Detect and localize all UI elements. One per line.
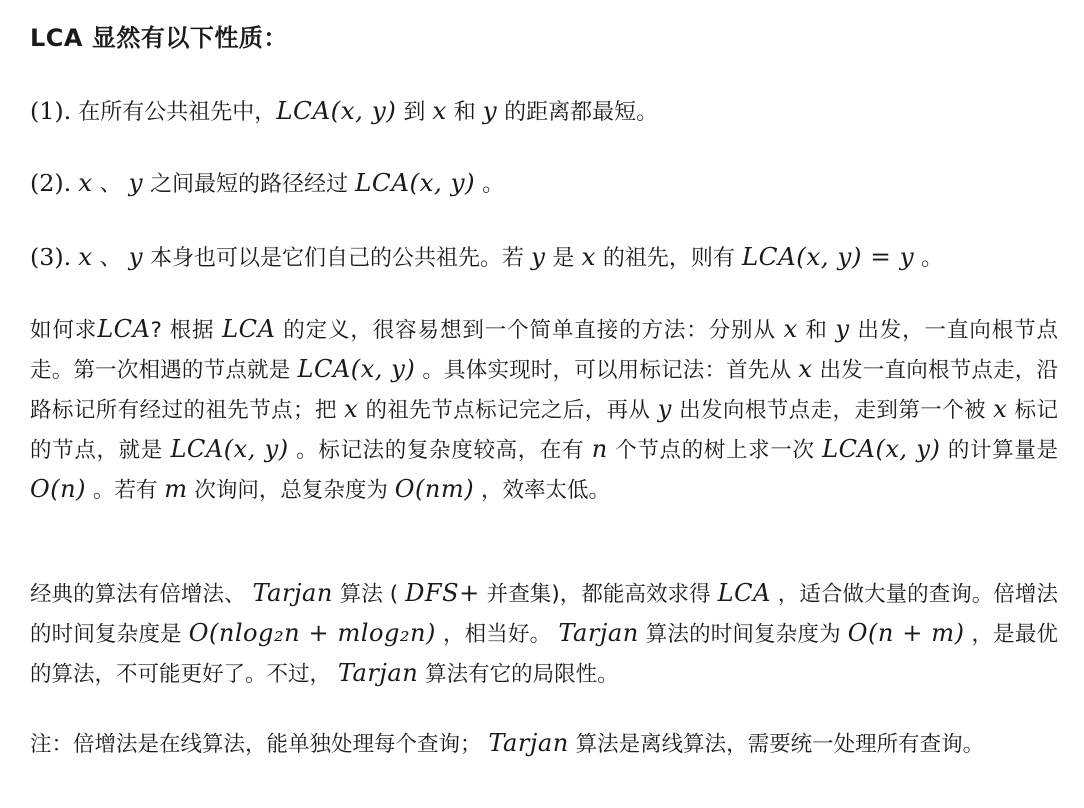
math: LCA(x, y) — [170, 435, 289, 463]
text: 并查集)，都能高效求得 — [479, 582, 718, 607]
math: LCA — [97, 315, 151, 343]
property-number: (2). — [30, 169, 72, 197]
math: x — [78, 242, 93, 271]
text: 到 — [396, 100, 433, 125]
text: 、 — [92, 246, 129, 271]
text: 算法的时间复杂度为 — [638, 622, 848, 647]
text: 本身也可以是它们自己的公共祖先。若 — [143, 246, 532, 271]
math: LCA(x, y) = y — [741, 242, 915, 271]
text: 。具体实现时，可以用标记法：首先从 — [415, 358, 799, 383]
math: O(nm) — [394, 475, 475, 503]
text: ? 根据 — [150, 318, 223, 343]
text: 标记的节点，就是 — [30, 398, 1059, 463]
text: 注：倍增法是在线算法，能单独处理每个查询； — [30, 732, 489, 757]
text: 算法 ( — [332, 582, 406, 607]
text: ，相当好。 — [435, 622, 559, 647]
math: x — [344, 395, 359, 423]
property-number: (1). — [30, 97, 72, 125]
math: y — [835, 315, 850, 343]
math: O(n) — [30, 475, 87, 503]
paragraph-note — [30, 724, 1058, 764]
math: x — [432, 96, 447, 125]
property-3 — [30, 238, 943, 278]
text: ，是最优的算法，不可能更好了。不过， — [30, 622, 1059, 687]
math: Tarjan — [337, 659, 419, 687]
math: LCA(x, y) — [355, 168, 476, 197]
text: 。标记法的复杂度较高，在有 — [288, 438, 592, 463]
math: LCA(x, y) — [276, 96, 397, 125]
math: DFS+ — [405, 579, 480, 607]
section-heading: LCA 显然有以下性质： — [30, 24, 288, 52]
text: 算法是离线算法，需要统一处理所有查询。 — [568, 732, 985, 757]
math: x — [783, 315, 798, 343]
math: O(nlog₂n + mlog₂n) — [188, 619, 436, 647]
math: n — [591, 435, 608, 463]
text: 和 — [797, 318, 836, 343]
text: 如何求 — [30, 318, 98, 343]
math: x — [798, 355, 813, 383]
text: 算法有它的局限性。 — [418, 662, 619, 687]
text: 。若有 — [86, 478, 165, 503]
math: Tarjan — [488, 729, 569, 757]
math: x — [78, 168, 93, 197]
text: 的祖先节点标记完之后，再从 — [358, 398, 658, 423]
text: 。 — [475, 172, 505, 197]
text: 出发一直向根节点走，沿路标记所有经过的祖先节点；把 — [30, 358, 1059, 423]
text: 个节点的树上求一次 — [607, 438, 823, 463]
text: 。 — [914, 246, 944, 271]
math: LCA — [717, 579, 771, 607]
math: Tarjan — [558, 619, 639, 647]
text: 出发，一直向根节点走。第一次相遇的节点就是 — [30, 318, 1058, 383]
text: ，适合做大量的查询。倍增法的时间复杂度是 — [30, 582, 1058, 647]
text: 经典的算法有倍增法、 — [30, 582, 253, 607]
text: 、 — [92, 172, 129, 197]
math: y — [128, 168, 144, 197]
math: y — [128, 242, 144, 271]
paragraph-method — [30, 310, 1058, 510]
math: y — [657, 395, 672, 423]
text: 是 — [545, 246, 582, 271]
math: LCA(x, y) — [822, 435, 941, 463]
text: 的距离都最短。 — [497, 100, 659, 125]
math: m — [164, 475, 188, 503]
math: y — [482, 96, 498, 125]
text: ，效率太低。 — [474, 478, 610, 503]
math: LCA — [222, 315, 276, 343]
math: x — [993, 395, 1008, 423]
math: y — [531, 242, 546, 271]
paragraph-classic-algorithms — [30, 574, 1058, 694]
property-2 — [30, 164, 504, 204]
text: 之间最短的路径经过 — [143, 172, 356, 197]
math: Tarjan — [252, 579, 333, 607]
property-number: (3). — [30, 243, 72, 271]
math: LCA(x, y) — [297, 355, 416, 383]
text: 次询问，总复杂度为 — [187, 478, 395, 503]
math: O(n + m) — [847, 619, 965, 647]
text: 在所有公共祖先中， — [71, 100, 277, 125]
text: 出发向根节点走，走到第一个被 — [671, 398, 994, 423]
math: x — [581, 242, 596, 271]
text: 的定义，很容易想到一个简单直接的方法：分别从 — [275, 318, 784, 343]
text: 和 — [446, 100, 483, 125]
property-1 — [30, 92, 658, 132]
text: 的祖先，则有 — [595, 246, 742, 271]
text: 的计算量是 — [940, 438, 1059, 463]
